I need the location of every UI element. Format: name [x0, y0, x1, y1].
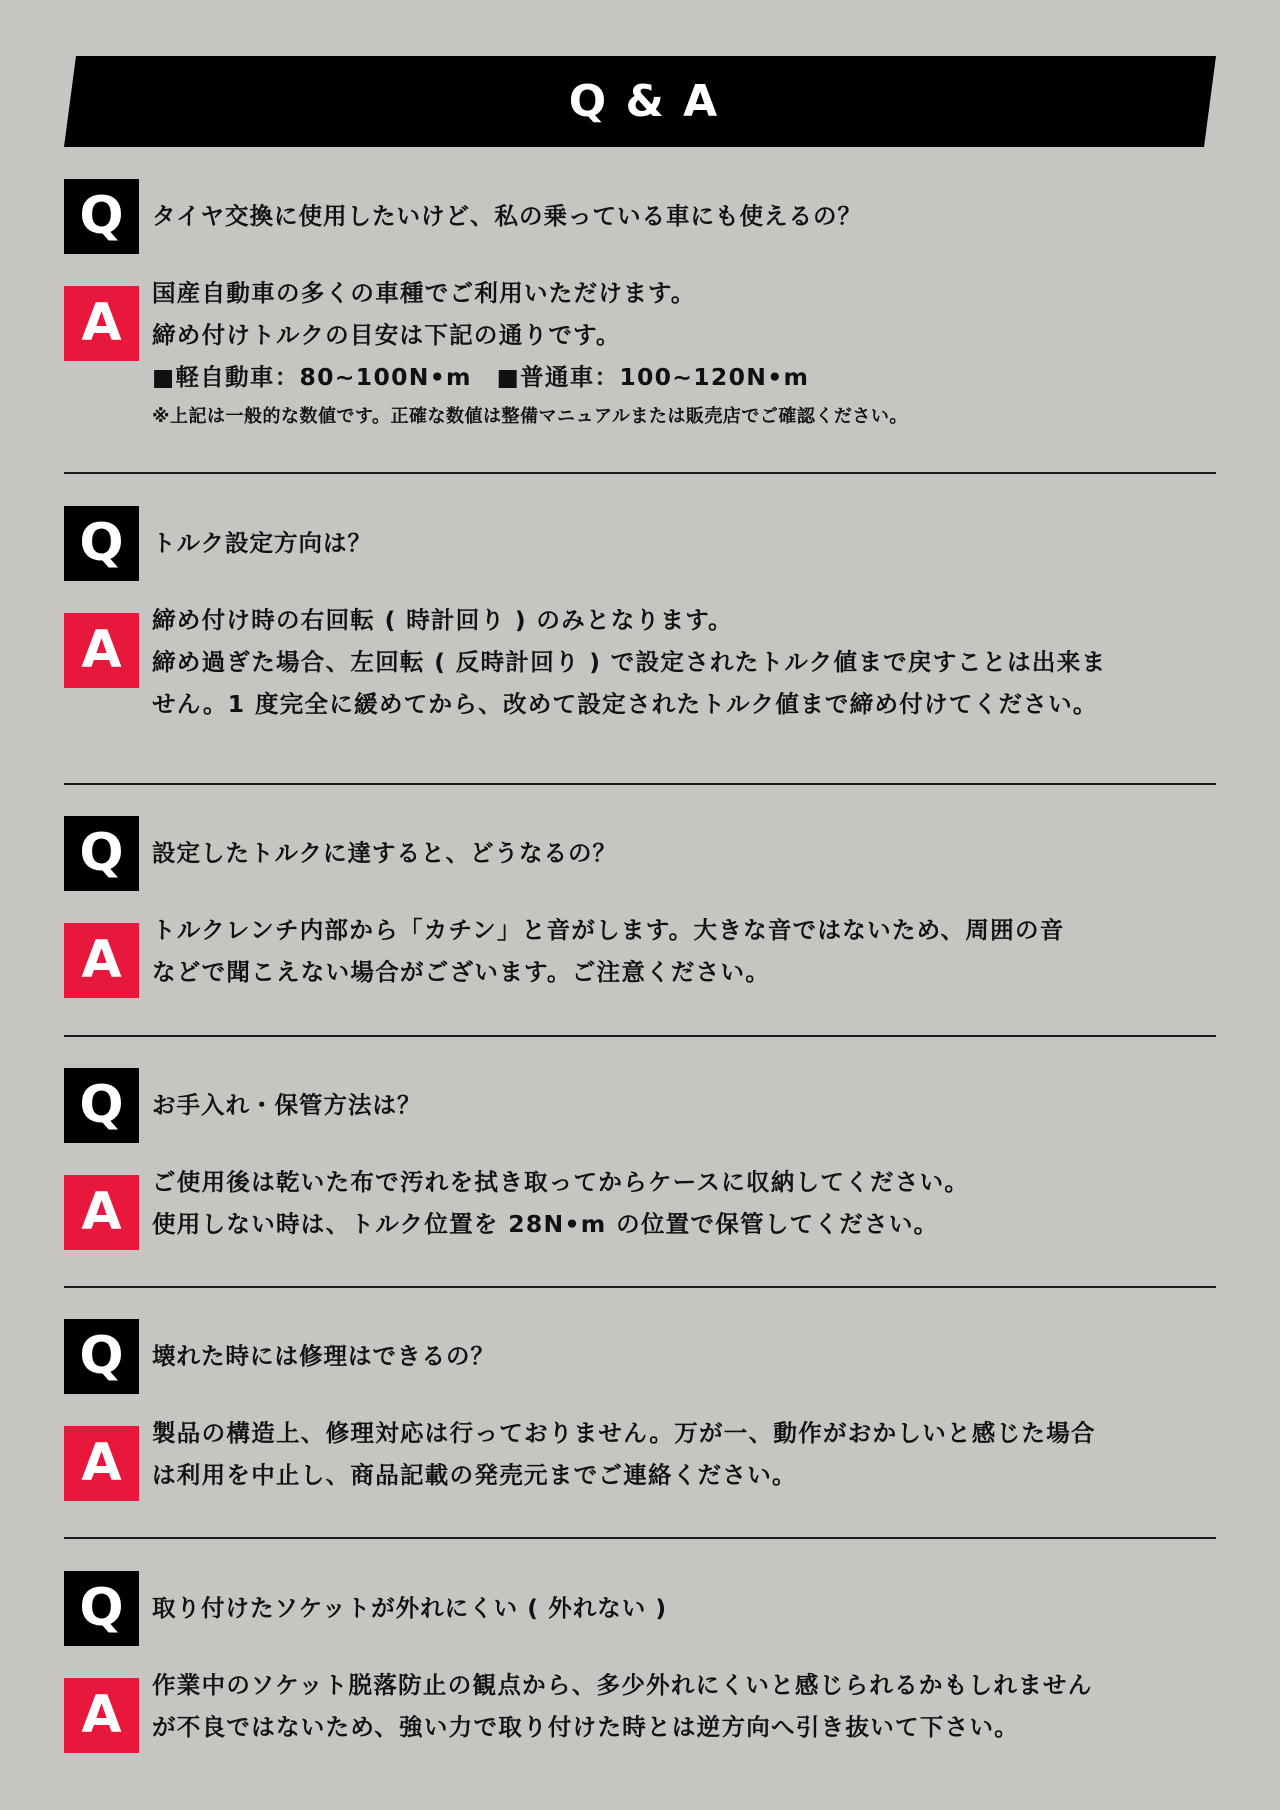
question-text: 壊れた時には修理はできるの？	[152, 1342, 495, 1370]
answer-line: ご使用後は乾いた布で汚れを拭き取ってからケースに収納してください。	[152, 1168, 970, 1196]
answer-line: 締め付けトルクの目安は下記の通りです。	[152, 321, 621, 349]
answer-text	[152, 1664, 1216, 1748]
answer-line: 国産自動車の多くの車種でご利用いただけます。	[152, 279, 696, 307]
answer-line: は利用を中止し、商品記載の発売元までご連絡ください。	[152, 1461, 797, 1489]
answer-line: せん。1 度完全に緩めてから、改めて設定されたトルク値まで締め付けてください。	[152, 690, 1098, 718]
page-title: Q & A	[568, 76, 720, 127]
answer-line: トルクレンチ内部から「カチン」と音がします。大きな音ではないため、周囲の音	[152, 916, 1065, 944]
question-badge: Q	[64, 1068, 139, 1143]
answer-line: 使用しない時は、トルク位置を 28N•m の位置で保管してください。	[152, 1210, 939, 1238]
answer-note: ※上記は一般的な数値です。正確な数値は整備マニュアルまたは販売店でご確認ください。	[152, 406, 908, 427]
answer-badge: A	[64, 613, 139, 688]
divider	[64, 1537, 1216, 1539]
answer-badge: A	[64, 923, 139, 998]
answer-badge: A	[64, 1678, 139, 1753]
question-badge: Q	[64, 1319, 139, 1394]
answer-badge: A	[64, 1426, 139, 1501]
question-text: トルク設定方向は？	[152, 529, 373, 557]
answer-text	[152, 1161, 1216, 1245]
divider	[64, 1286, 1216, 1288]
question-text: お手入れ・保管方法は？	[152, 1091, 422, 1119]
question-text: 取り付けたソケットが外れにくい ( 外れない )	[152, 1594, 668, 1622]
question-text: 設定したトルクに達すると、どうなるの？	[152, 839, 618, 867]
answer-text	[152, 1412, 1216, 1496]
divider	[64, 783, 1216, 785]
question-badge: Q	[64, 1571, 139, 1646]
question-badge: Q	[64, 816, 139, 891]
answer-text	[152, 909, 1216, 993]
answer-line: 製品の構造上、修理対応は行っておりません。万が一、動作がおかしいと感じた場合	[152, 1419, 1096, 1447]
answer-line: などで聞こえない場合がございます。ご注意ください。	[152, 958, 771, 986]
answer-line: 締め付け時の右回転 ( 時計回り ) のみとなります。	[152, 606, 733, 634]
question-badge: Q	[64, 179, 139, 254]
answer-badge: A	[64, 286, 139, 361]
answer-text	[152, 272, 1216, 436]
question-text: タイヤ交換に使用したいけど、私の乗っている車にも使えるの？	[152, 202, 863, 230]
divider	[64, 1035, 1216, 1037]
answer-line: 締め過ぎた場合、左回転 ( 反時計回り ) で設定されたトルク値まで戻すことは出来ま	[152, 648, 1107, 676]
answer-text	[152, 599, 1216, 725]
answer-line: が不良ではないため、強い力で取り付けた時とは逆方向へ引き抜いて下さい。	[152, 1713, 1020, 1741]
question-badge: Q	[64, 506, 139, 581]
answer-badge: A	[64, 1175, 139, 1250]
answer-line: ■軽自動車：80~100N•m ■普通車：100~120N•m	[152, 363, 810, 391]
answer-line: 作業中のソケット脱落防止の観点から、多少外れにくいと感じられるかもしれません	[152, 1671, 1093, 1699]
divider	[64, 472, 1216, 474]
